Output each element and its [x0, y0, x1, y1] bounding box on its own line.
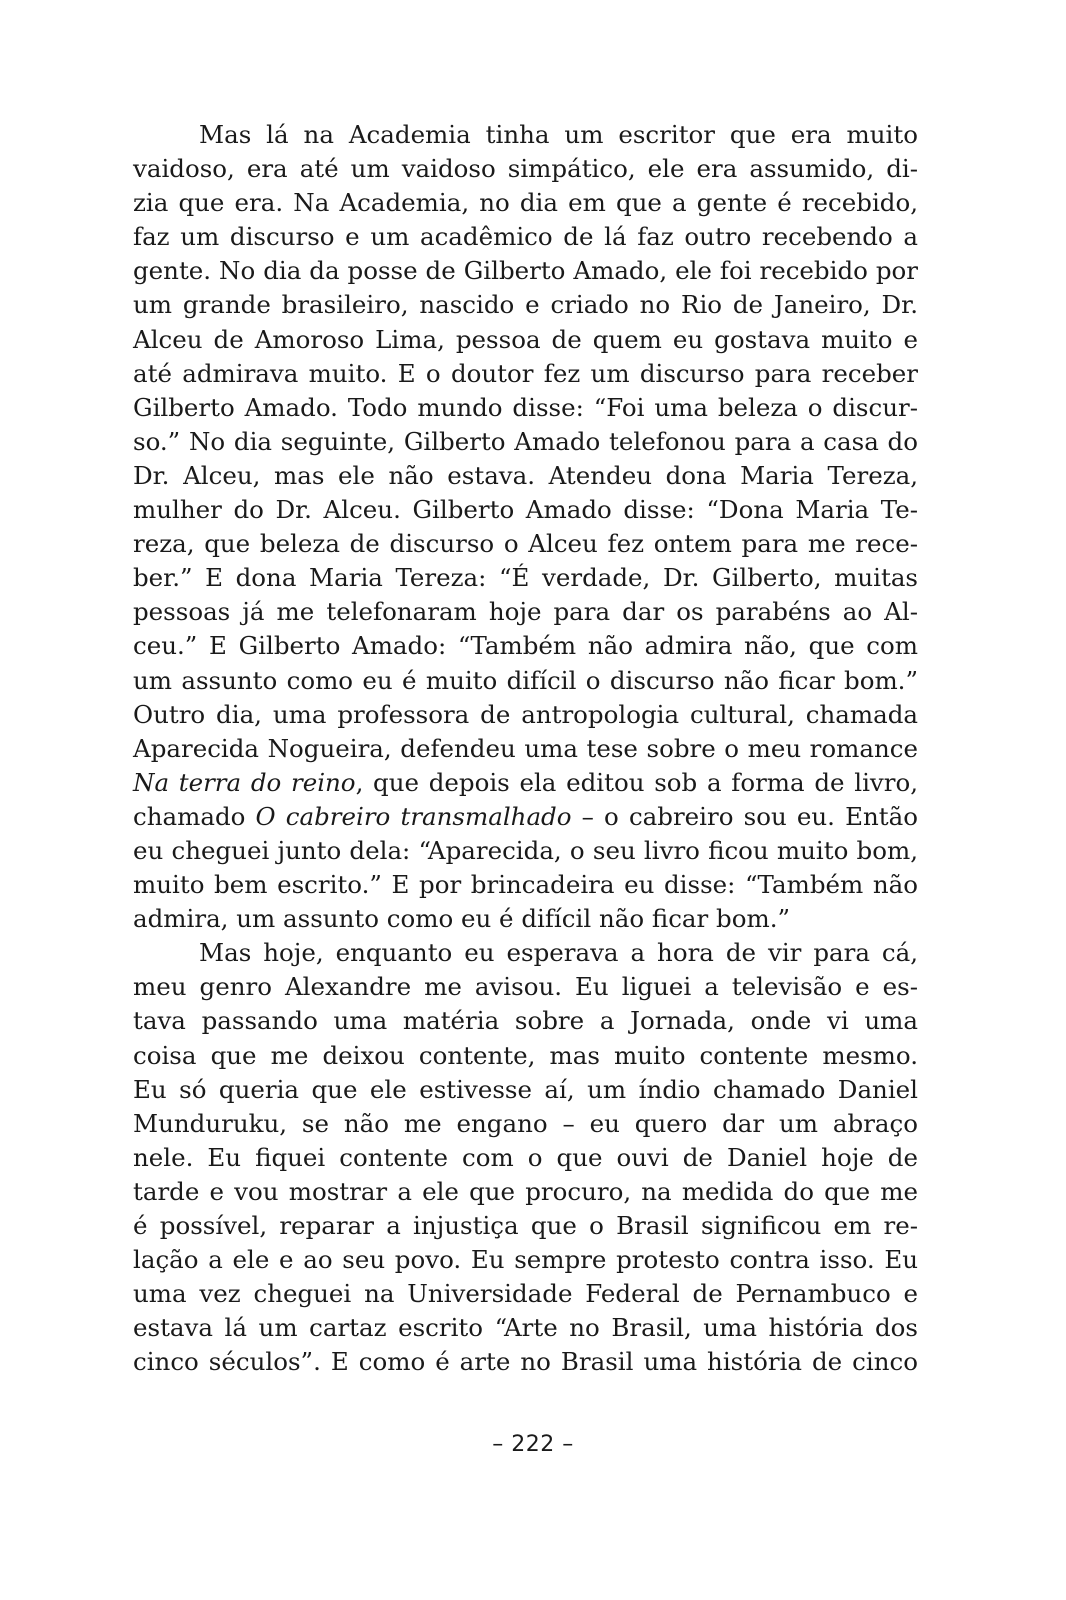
- text-line: [133, 800, 918, 834]
- text-line: eu cheguei junto dela: “Aparecida, o seu livro ficou muito bom,: [133, 835, 918, 865]
- text-line: lação a ele e ao seu povo. Eu sempre protesto contra isso. Eu: [133, 1245, 918, 1275]
- text-line: Alceu de Amoroso Lima, pessoa de quem eu gostava muito e: [133, 324, 918, 354]
- text-fragment: , que depois ela editou sob a forma de livro,: [355, 767, 918, 797]
- text-line: pessoas já me telefonaram hoje para dar os parabéns ao Al-: [133, 597, 918, 627]
- text-line: estava lá um cartaz escrito “Arte no Brasil, uma história dos: [133, 1313, 918, 1343]
- text-line: uma vez cheguei na Universidade Federal de Pernambuco e: [133, 1279, 918, 1309]
- text-line: mulher do Dr. Alceu. Gilberto Amado disse: “Dona Maria Te-: [133, 495, 918, 525]
- book-title: Na terra do reino: [133, 767, 356, 797]
- text-line: Mas lá na Academia tinha um escritor que era muito: [199, 120, 918, 149]
- text-line: é possível, reparar a injustiça que o Brasil significou em re-: [133, 1211, 918, 1240]
- text-line: gente. No dia da posse de Gilberto Amado, ele foi recebido por: [133, 256, 918, 286]
- text-line: Outro dia, uma professora de antropologia cultural, chamada: [133, 699, 918, 729]
- text-line: admira, um assunto como eu é difícil não ficar bom.”: [133, 904, 791, 934]
- text-line: meu genro Alexandre me avisou. Eu liguei a televisão e es-: [133, 972, 918, 1002]
- text-line: so.” No dia seguinte, Gilberto Amado telefonou para a casa do: [133, 426, 918, 456]
- text-line: nele. Eu fiquei contente com o que ouvi de Daniel hoje de: [133, 1142, 918, 1172]
- text-line: ceu.” E Gilberto Amado: “Também não admira não, que com: [133, 631, 918, 661]
- text-line: Gilberto Amado. Todo mundo disse: “Foi uma beleza o discur-: [133, 392, 918, 422]
- text-line: zia que era. Na Academia, no dia em que a gente é recebido,: [133, 188, 918, 218]
- book-title: O cabreiro transmalhado: [255, 801, 572, 831]
- text-line: vaidoso, era até um vaidoso simpático, ele era assumido, di-: [133, 154, 918, 184]
- text-line: reza, que beleza de discurso o Alceu fez ontem para me rece-: [133, 529, 918, 559]
- text-line: um assunto como eu é muito difícil o discurso não ficar bom.”: [133, 665, 918, 695]
- text-line: tava passando uma matéria sobre a Jornada, onde vi uma: [133, 1006, 918, 1036]
- text-fragment: chamado: [133, 801, 256, 831]
- page-body: [133, 118, 918, 1379]
- text-line: Munduruku, se não me engano – eu quero dar um abraço: [133, 1108, 918, 1138]
- text-line: [133, 766, 918, 800]
- text-line: Dr. Alceu, mas ele não estava. Atendeu dona Maria Tereza,: [133, 460, 918, 490]
- text-line: Eu só queria que ele estivesse aí, um índio chamado Daniel: [133, 1074, 918, 1104]
- text-line: um grande brasileiro, nascido e criado no Rio de Janeiro, Dr.: [133, 290, 918, 320]
- text-fragment: – o cabreiro sou eu. Então: [571, 801, 918, 831]
- text-line: cinco séculos”. E como é arte no Brasil uma história de cinco: [133, 1347, 918, 1377]
- text-line: até admirava muito. E o doutor fez um discurso para receber: [133, 358, 918, 388]
- text-line: Mas hoje, enquanto eu esperava a hora de vir para cá,: [199, 938, 918, 968]
- text-line: Aparecida Nogueira, defendeu uma tese sobre o meu romance: [133, 733, 918, 763]
- text-line: faz um discurso e um acadêmico de lá faz outro recebendo a: [133, 222, 918, 252]
- text-line: coisa que me deixou contente, mas muito contente mesmo.: [133, 1040, 918, 1070]
- text-line: ber.” E dona Maria Tereza: “É verdade, Dr. Gilberto, muitas: [133, 563, 918, 593]
- page-number: – 222 –: [492, 1432, 574, 1457]
- text-line: tarde e vou mostrar a ele que procuro, na medida do que me: [133, 1176, 918, 1206]
- text-line: muito bem escrito.” E por brincadeira eu disse: “Também não: [133, 870, 918, 900]
